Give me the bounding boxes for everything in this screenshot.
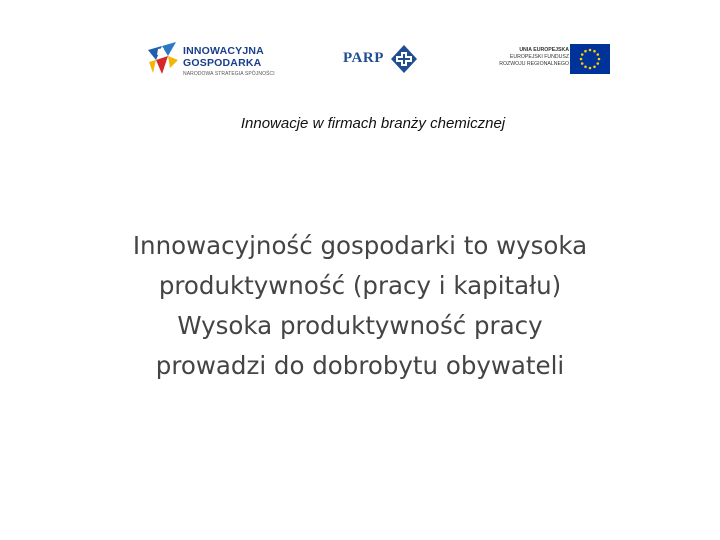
star-emblem-icon — [146, 40, 180, 78]
body-line: Innowacyjność gospodarki to wysoka — [132, 231, 588, 260]
eu-fund-logo — [498, 44, 613, 76]
logo-text-line2: GOSPODARKA — [183, 57, 262, 69]
eu-text-line3: ROZWOJU REGIONALNEGO — [499, 61, 569, 67]
logo-text-line1: INNOWACYJNA — [183, 45, 264, 57]
parp-logo — [343, 44, 423, 74]
eu-text-line1: UNIA EUROPEJSKA — [519, 47, 569, 53]
logo-text-line3: NARODOWA STRATEGIA SPÓJNOŚCI — [183, 71, 275, 77]
parp-logo-text: PARP — [343, 50, 384, 66]
body-line: produktywność (pracy i kapitału) — [158, 271, 562, 300]
body-line: Wysoka produktywność pracy — [177, 311, 543, 340]
eu-logo-text — [499, 47, 569, 68]
body-line: prowadzi do dobrobytu obywateli — [155, 351, 565, 380]
innowacyjna-gospodarka-logo — [146, 40, 278, 80]
eu-text-line2: EUROPEJSKI FUNDUSZ — [509, 54, 569, 60]
eu-flag-icon — [570, 44, 610, 74]
slide-subtitle: Innowacje w firmach branży chemicznej — [240, 115, 506, 132]
slide-body — [0, 226, 720, 386]
parp-emblem-icon — [390, 44, 418, 74]
